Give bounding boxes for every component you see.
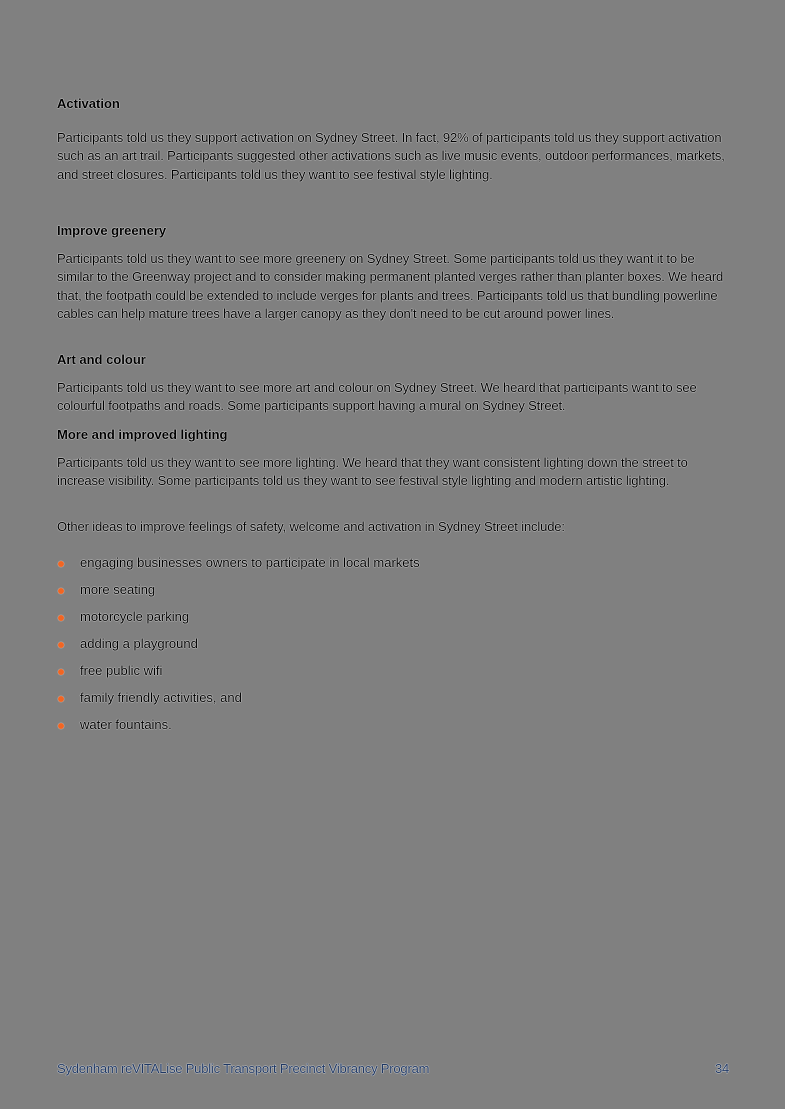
list-item-text: engaging businesses owners to participate in local markets: [80, 555, 420, 570]
bullet-icon: [58, 642, 64, 648]
list-item: [57, 607, 420, 634]
page-footer: [57, 1060, 729, 1078]
ideas-list: [57, 553, 420, 742]
list-item-text: more seating: [80, 582, 156, 597]
bullet-icon: [58, 723, 64, 729]
ideas-intro: Other ideas to improve feelings of safety, welcome and activation in Sydney Street include:: [57, 519, 565, 534]
list-item-text: family friendly activities, and: [80, 690, 242, 705]
paragraph-improve-greenery: Participants told us they want to see more greenery on Sydney Street. Some participants told us they want it to be similar to the Greenway project and to consider making permanent planted verges rather than planter boxes. We heard that, the footpath could be extended to include verges for plants and trees. Participants told us that bundling powerline cables can help mature trees have a larger canopy as they don't need to be cut around power lines.: [57, 251, 724, 322]
list-item-text: free public wifi: [80, 663, 163, 678]
bullet-icon: [58, 561, 64, 567]
list-item-text: motorcycle parking: [80, 609, 190, 624]
list-item: [57, 715, 420, 742]
list-item: [57, 580, 420, 607]
heading-improve-greenery: Improve greenery: [57, 223, 167, 238]
page-number: 34: [714, 1061, 729, 1076]
paragraph-lighting: Participants told us they want to see more lighting. We heard that they want consistent lighting down the street to increase visibility. Some participants told us they want to see festival style lighting and modern artistic lighting.: [57, 455, 688, 489]
paragraph-activation: Participants told us they support activation on Sydney Street. In fact, 92% of participants told us they support activation such as an art trail. Participants suggested other activations such as live music events, outdoor performances, markets, and street closures. Participants told us they want to see festival style lighting.: [57, 130, 725, 182]
list-item: [57, 688, 420, 715]
heading-art-and-colour: Art and colour: [57, 352, 146, 367]
footer-title: Sydenham reVITALise Public Transport Precinct Vibrancy Program: [57, 1061, 430, 1076]
list-item-text: adding a playground: [80, 636, 198, 651]
list-item: [57, 634, 420, 661]
heading-activation: Activation: [57, 96, 120, 111]
list-item: [57, 553, 420, 580]
bullet-icon: [58, 588, 64, 594]
bullet-icon: [58, 669, 64, 675]
list-item-text: water fountains.: [80, 717, 172, 732]
bullet-icon: [58, 615, 64, 621]
heading-more-and-improved-lighting: More and improved lighting: [57, 427, 228, 442]
bullet-icon: [58, 696, 64, 702]
list-item: [57, 661, 420, 688]
paragraph-art-and-colour: Participants told us they want to see more art and colour on Sydney Street. We heard that participants want to see colourful footpaths and roads. Some participants support having a mural on Sydney Street.: [57, 380, 697, 414]
